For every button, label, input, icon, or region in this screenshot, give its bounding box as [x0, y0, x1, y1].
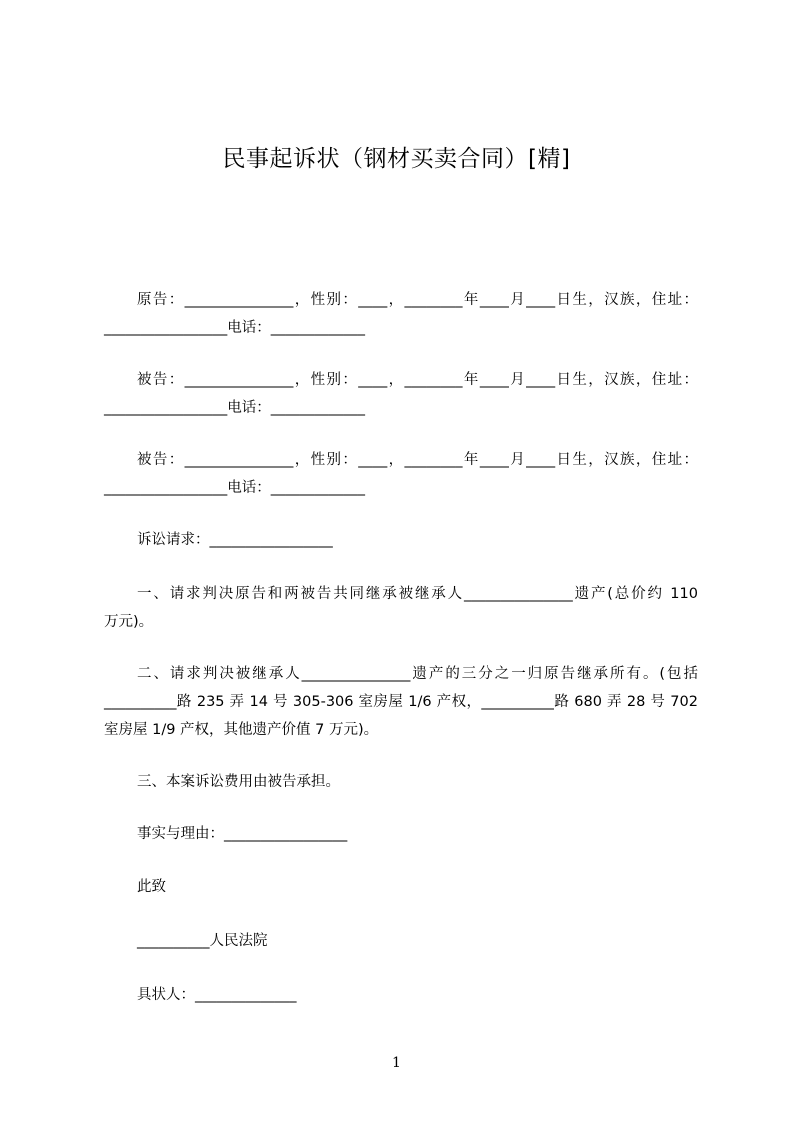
plaintiff-line-2: _________________电话：_____________ — [104, 320, 365, 336]
defendant1-line-2: _________________电话：_____________ — [104, 400, 365, 416]
court-name: __________人民法院 — [137, 933, 268, 949]
claims-heading: 诉讼请求：_________________ — [137, 532, 333, 548]
claim-1-line-2: 万元)。 — [104, 614, 154, 630]
facts-and-reasons: 事实与理由：_________________ — [137, 826, 348, 842]
claim-1-block — [104, 580, 698, 636]
plaintiff-block — [104, 286, 698, 342]
defendant1-line-1: 被告：_______________，性别：____，________年____月____日生，汉族，住址： — [137, 372, 698, 388]
salutation: 此致 — [137, 879, 166, 895]
defendant2-block — [104, 446, 698, 502]
claim-2-line-3: 室房屋 1/9 产权，其他遗产价值 7 万元)。 — [104, 722, 379, 738]
document-title: 民事起诉状（钢材买卖合同）[精] — [222, 146, 571, 172]
defendant2-line-1: 被告：_______________，性别：____，________年____月____日生，汉族，住址： — [137, 452, 698, 468]
claim-3: 三、本案诉讼费用由被告承担。 — [137, 774, 340, 790]
claim-1-line-1: 一、请求判决原告和两被告共同继承被继承人_______________遗产(总价约 110 — [137, 586, 698, 602]
claim-2-block — [104, 660, 698, 744]
signer: 具状人：______________ — [137, 987, 297, 1003]
claim-2-line-1: 二、请求判决被继承人_______________遗产的三分之一归原告继承所有。(包括 — [137, 666, 698, 682]
claim-2-line-2: __________路 235 弄 14 号 305-306 室房屋 1/6 产权，__________路 680 弄 28 号 702 — [104, 694, 698, 710]
defendant1-block — [104, 366, 698, 422]
defendant2-line-2: _________________电话：_____________ — [104, 480, 365, 496]
plaintiff-line-1: 原告：_______________，性别：____，________年____月____日生，汉族，住址： — [137, 292, 698, 308]
page-number: 1 — [392, 1055, 401, 1071]
